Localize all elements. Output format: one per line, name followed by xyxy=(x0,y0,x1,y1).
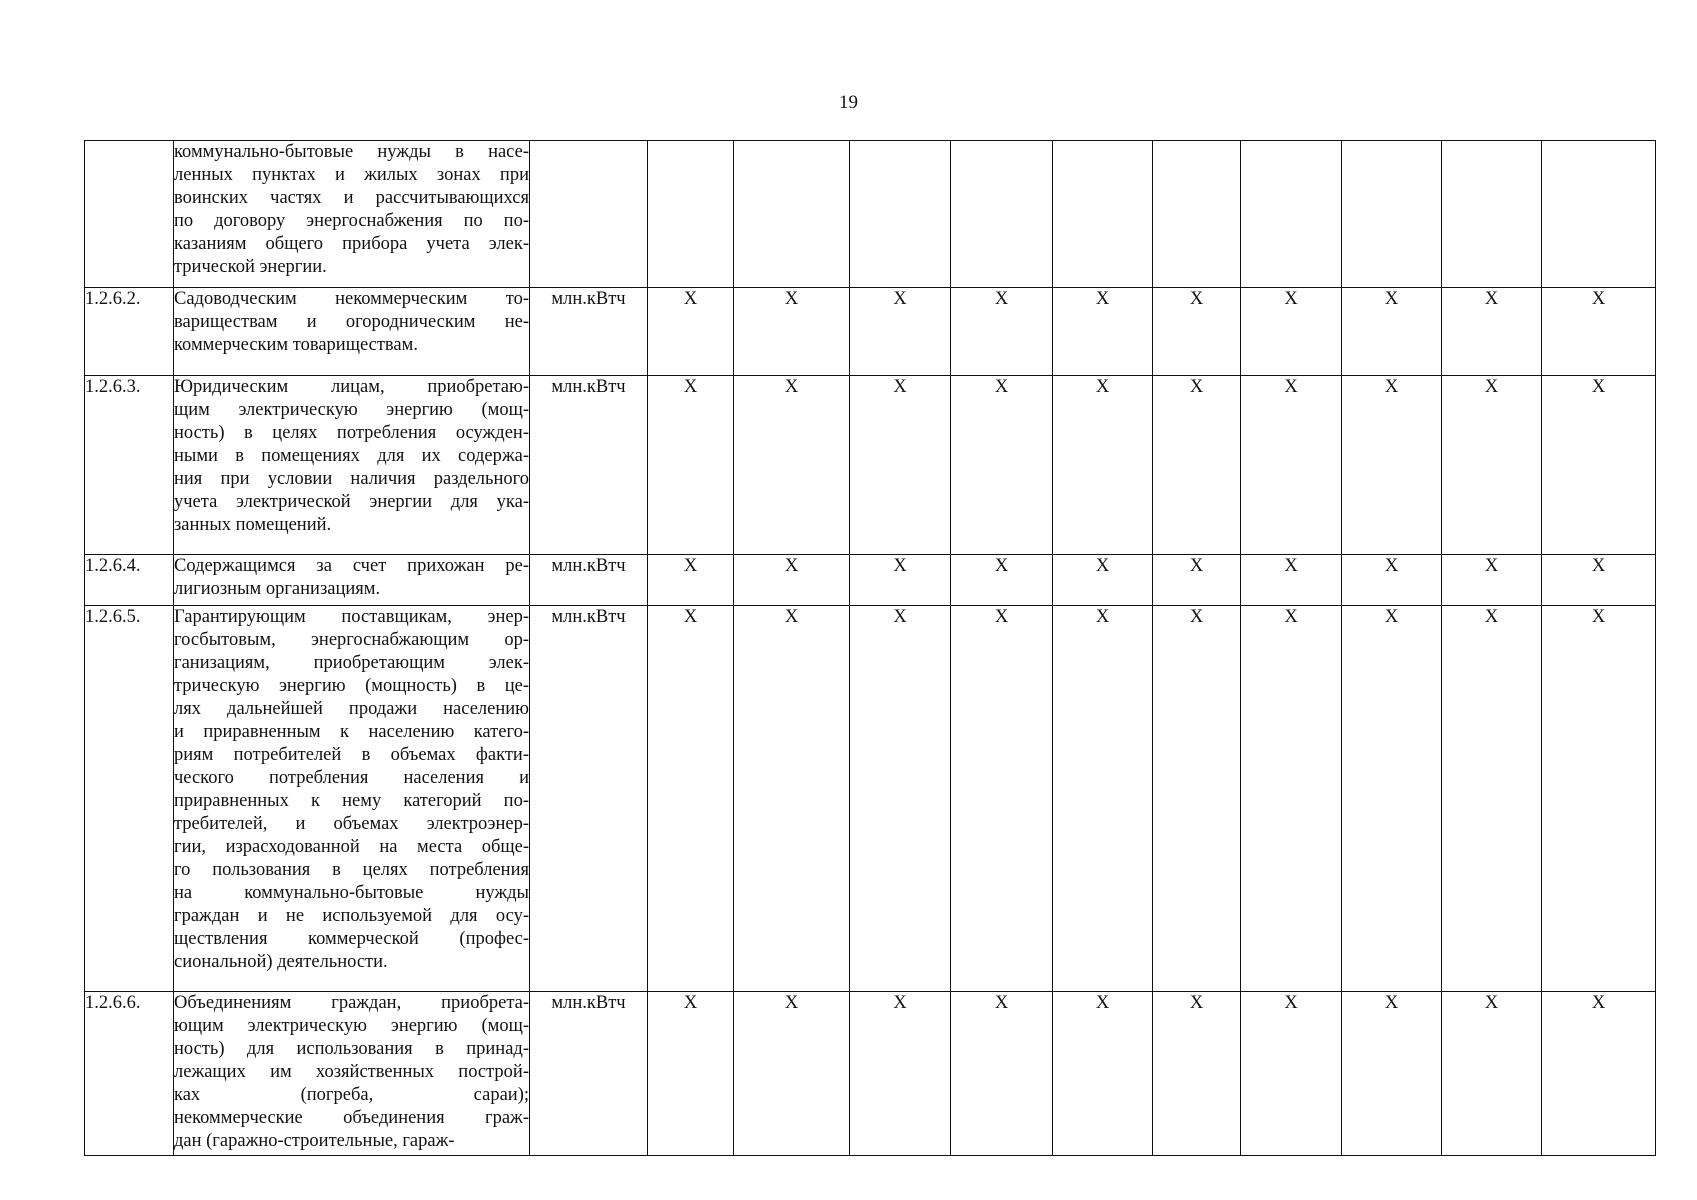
unit-cell: млн.кВтч xyxy=(530,992,648,1156)
description-line: казаниям общего прибора учета элек- xyxy=(174,234,529,254)
description-line: требителей, и объемах электроэнер- xyxy=(174,814,529,834)
description-cell xyxy=(174,141,530,288)
description-line: Юридическим лицам, приобретаю- xyxy=(174,377,529,397)
value-cell: X xyxy=(1153,288,1241,376)
value-cell: X xyxy=(1342,288,1442,376)
description-line: на коммунально-бытовые нужды xyxy=(174,883,529,903)
description-line: ющим электрическую энергию (мощ- xyxy=(174,1016,529,1036)
description-line: приравненных к нему категорий по- xyxy=(174,791,529,811)
value-cell xyxy=(1442,141,1542,288)
value-cell: X xyxy=(1241,376,1342,555)
table-row xyxy=(85,141,1656,288)
description-line: ческого потребления населения и xyxy=(174,768,529,788)
value-cell: X xyxy=(734,555,850,606)
value-cell xyxy=(1241,141,1342,288)
description-line: дан (гаражно-строительные, гараж- xyxy=(174,1131,455,1151)
value-cell: X xyxy=(850,288,951,376)
value-cell: X xyxy=(1542,555,1656,606)
description-cell xyxy=(174,376,530,555)
value-cell: X xyxy=(734,376,850,555)
row-number-cell: 1.2.6.6. xyxy=(85,992,174,1156)
unit-cell: млн.кВтч xyxy=(530,555,648,606)
value-cell: X xyxy=(648,992,734,1156)
description-line: сиональной) деятельности. xyxy=(174,952,388,972)
description-line: Объединениям граждан, приобрета- xyxy=(174,993,529,1013)
value-cell: X xyxy=(1542,288,1656,376)
value-cell: X xyxy=(1442,606,1542,992)
value-cell: X xyxy=(734,606,850,992)
description-line: ными в помещениях для их содержа- xyxy=(174,446,529,466)
table-row xyxy=(85,376,1656,555)
value-cell: X xyxy=(648,555,734,606)
value-cell: X xyxy=(1241,555,1342,606)
description-line: Содержащимся за счет прихожан ре- xyxy=(174,556,529,576)
value-cell: X xyxy=(850,992,951,1156)
value-cell: X xyxy=(850,376,951,555)
value-cell: X xyxy=(648,376,734,555)
description-line: го пользования в целях потребления xyxy=(174,860,529,880)
value-cell: X xyxy=(1442,555,1542,606)
value-cell: X xyxy=(1542,376,1656,555)
description-cell xyxy=(174,992,530,1156)
description-line: Садоводческим некоммерческим то- xyxy=(174,289,529,309)
description-cell xyxy=(174,288,530,376)
value-cell: X xyxy=(1053,606,1153,992)
description-line: воинских частях и рассчитывающихся xyxy=(174,188,529,208)
value-cell xyxy=(1342,141,1442,288)
description-line: лигиозным организациям. xyxy=(174,579,381,599)
table-row xyxy=(85,606,1656,992)
value-cell xyxy=(1053,141,1153,288)
value-cell: X xyxy=(1542,992,1656,1156)
value-cell: X xyxy=(1342,376,1442,555)
value-cell: X xyxy=(1241,606,1342,992)
unit-cell: млн.кВтч xyxy=(530,376,648,555)
description-line: вариществам и огородническим не- xyxy=(174,312,529,332)
row-number-cell: 1.2.6.2. xyxy=(85,288,174,376)
data-table xyxy=(84,140,1656,1156)
value-cell: X xyxy=(1442,288,1542,376)
description-line: лежащих им хозяйственных построй- xyxy=(174,1062,529,1082)
description-line: щим электрическую энергию (мощ- xyxy=(174,400,529,420)
description-line: трической энергии. xyxy=(174,257,327,277)
description-line: по договору энергоснабжения по по- xyxy=(174,211,529,231)
value-cell: X xyxy=(734,992,850,1156)
value-cell: X xyxy=(1153,992,1241,1156)
value-cell: X xyxy=(1241,992,1342,1156)
value-cell: X xyxy=(1542,606,1656,992)
value-cell xyxy=(951,141,1053,288)
description-line: некоммерческие объединения граж- xyxy=(174,1108,529,1128)
description-line: занных помещений. xyxy=(174,515,332,535)
value-cell: X xyxy=(1153,555,1241,606)
description-line: госбытовым, энергоснабжающим ор- xyxy=(174,630,529,650)
description-line: ность) для использования в принад- xyxy=(174,1039,529,1059)
value-cell: X xyxy=(951,288,1053,376)
table-row xyxy=(85,288,1656,376)
value-cell: X xyxy=(1053,376,1153,555)
description-line: учета электрической энергии для ука- xyxy=(174,492,529,512)
description-line: риям потребителей в объемах факти- xyxy=(174,745,529,765)
value-cell: X xyxy=(1053,992,1153,1156)
value-cell: X xyxy=(734,288,850,376)
description-line: ленных пунктах и жилых зонах при xyxy=(174,165,529,185)
value-cell: X xyxy=(1342,606,1442,992)
value-cell: X xyxy=(1153,376,1241,555)
description-line: Гарантирующим поставщикам, энер- xyxy=(174,607,529,627)
value-cell xyxy=(648,141,734,288)
description-line: гии, израсходованной на места обще- xyxy=(174,837,529,857)
unit-cell xyxy=(530,141,648,288)
table-row xyxy=(85,555,1656,606)
value-cell: X xyxy=(951,606,1053,992)
description-line: ния при условии наличия раздельного xyxy=(174,469,529,489)
description-line: ганизациям, приобретающим элек- xyxy=(174,653,529,673)
description-line: коммерческим товариществам. xyxy=(174,335,418,355)
description-line: и приравненным к населению катего- xyxy=(174,722,529,742)
value-cell: X xyxy=(951,555,1053,606)
description-line: лях дальнейшей продажи населению xyxy=(174,699,529,719)
value-cell: X xyxy=(850,606,951,992)
value-cell: X xyxy=(850,555,951,606)
value-cell xyxy=(850,141,951,288)
value-cell: X xyxy=(1053,288,1153,376)
description-line: ках (погреба, сараи); xyxy=(174,1085,529,1105)
value-cell xyxy=(734,141,850,288)
value-cell: X xyxy=(1342,992,1442,1156)
row-number-cell xyxy=(85,141,174,288)
value-cell xyxy=(1542,141,1656,288)
table-row xyxy=(85,992,1656,1156)
value-cell: X xyxy=(1442,376,1542,555)
value-cell: X xyxy=(1153,606,1241,992)
value-cell xyxy=(1153,141,1241,288)
description-cell xyxy=(174,606,530,992)
description-line: ность) в целях потребления осужден- xyxy=(174,423,529,443)
row-number-cell: 1.2.6.3. xyxy=(85,376,174,555)
unit-cell: млн.кВтч xyxy=(530,288,648,376)
value-cell: X xyxy=(951,376,1053,555)
row-number-cell: 1.2.6.4. xyxy=(85,555,174,606)
value-cell: X xyxy=(648,606,734,992)
value-cell: X xyxy=(648,288,734,376)
description-line: коммунально-бытовые нужды в насе- xyxy=(174,142,529,162)
description-cell xyxy=(174,555,530,606)
unit-cell: млн.кВтч xyxy=(530,606,648,992)
value-cell: X xyxy=(1442,992,1542,1156)
description-line: трическую энергию (мощность) в це- xyxy=(174,676,529,696)
row-number-cell: 1.2.6.5. xyxy=(85,606,174,992)
table-body xyxy=(85,141,1656,1156)
value-cell: X xyxy=(1342,555,1442,606)
page-number: 19 xyxy=(839,92,858,113)
value-cell: X xyxy=(1053,555,1153,606)
value-cell: X xyxy=(1241,288,1342,376)
description-line: ществления коммерческой (профес- xyxy=(174,929,529,949)
description-line: граждан и не используемой для осу- xyxy=(174,906,529,926)
value-cell: X xyxy=(951,992,1053,1156)
